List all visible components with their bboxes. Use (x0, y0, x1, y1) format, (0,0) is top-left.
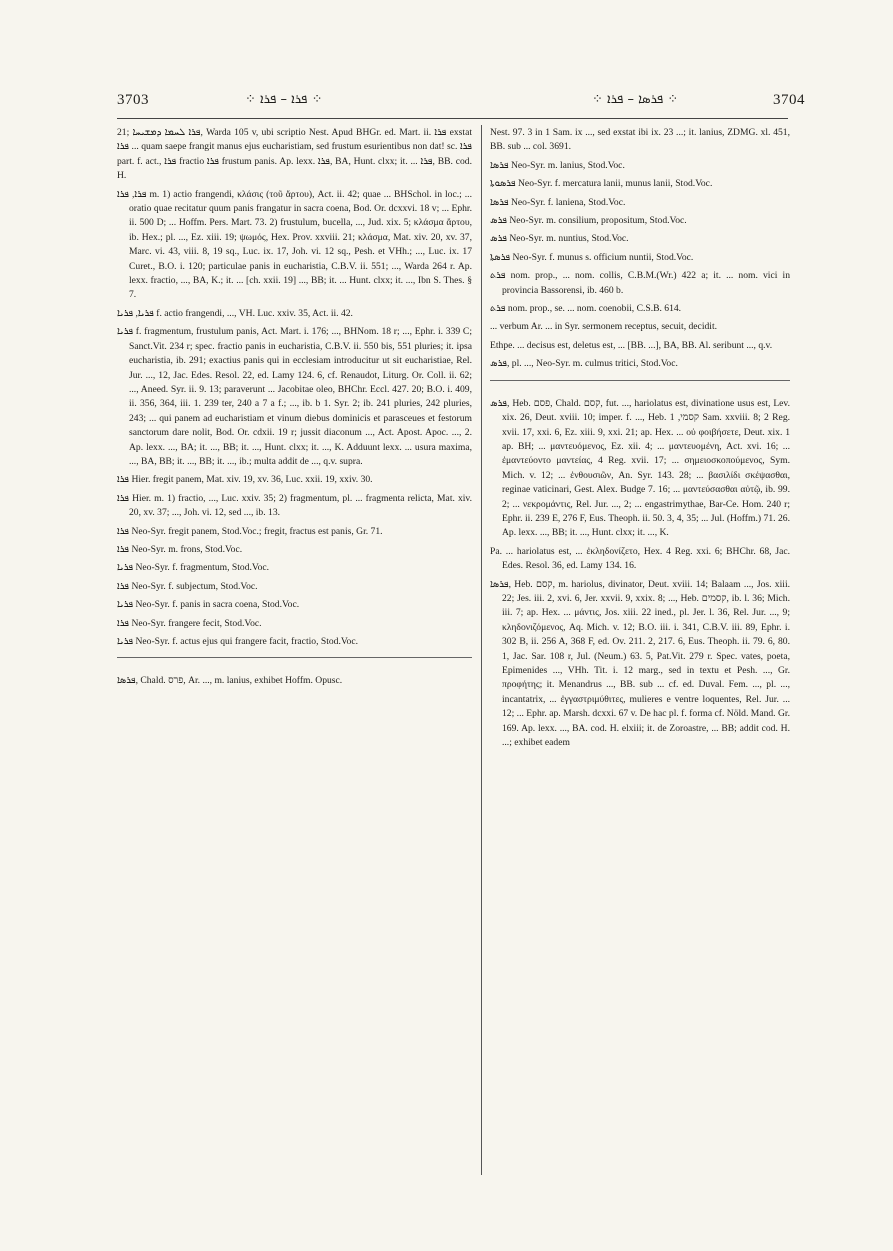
entry: ܦܪܐ Hier. m. 1) fractio, ..., Luc. xxiv. 35; 2) fragmentum, pl. ... fragmenta relicta, Mat. xiv. 20, xv. 37; ..., Joh. vi. 12, sed ..., ib. 13. (117, 492, 472, 519)
entry: Pa. ... hariolatus est, ... ἐκληδονίζετο, Hex. 4 Reg. xxi. 6; BHChr. 68, Jac. Edes. Resol. 36, ed. Lamy 134. 16. (490, 545, 790, 572)
entry: Nest. 97. 3 in 1 Sam. ix ..., sed exstat ibi ix. 23 ...; it. lanius, ZDMG. xl. 451, BB. sub ... col. 3691. (490, 127, 790, 153)
right-page-number: 3704 (773, 92, 805, 108)
entry: ܦܪܣ Neo-Syr. m. nuntius, Stod.Voc. (490, 233, 629, 245)
entry: ܦܪܬ nom. prop., se. ... nom. coenobii, C.S.B. 614. (490, 303, 682, 315)
entry: ܦܪܣ, Heb. פסם, Chald. קסם, fut. ..., hariolatus est, divinatione usus est, Lev. xix. 26, Deut. xviii. 10; imper. f. ..., Heb. קסמי, 1 Sam. xxviii. 8; 2 Reg. xvii. 17, xxi. 6, Ez. xiii. 9, xxi. 21; ap. Hex. ... οὐ φοιβήσετε, Deut. xix. 1 ap. BH; ... μαντευόμενος, Ez. xii. 4; ... μαντευομένη, Act. xvi. 16; ... ἐμαντεύοντο μαντείας, 4 Reg. xvii. 17; ... σημειοσκοπούμενος, Sym. Mich. v. 12; ... ἐνθουσιῶν, An. Syr. 143. 28; ... βασιλίδι σκέψασθαι, reginae vaticinari, Gest. Alex. Budge 7. 16; ... μαντεύσασθαι αὐτῷ, ib. 99. 2; ... νεκρομάντις, Rel. Jur. ..., 2; ... engastrimythae, Bar-Ce. Hom. 240 r; Ephr. ii. 239 E, 276 F, Eus. Theoph. ii. 50. 3, 4, 35; ... Jul. (Hoffm.) 71. 26. Ap. lexx. ..., BB; it. ..., Hunt. clxx; it. ..., K. (490, 397, 790, 539)
entry: ܦܪܣ Neo-Syr. m. consilium, propositum, Stod.Voc. (490, 215, 687, 227)
entry: ܦܪܐ Hier. fregit panem, Mat. xiv. 19, xv. 36, Luc. xxii. 19, xxiv. 30. (117, 474, 373, 486)
column-divider (481, 125, 482, 1175)
entry: ܦܪܝܐ, ܦܪܝܐ f. actio frangendi, ..., VH. Luc. xxiv. 35, Act. ii. 42. (117, 307, 353, 319)
left-page-number: 3703 (117, 92, 149, 108)
entry: ܦܪܣܘܬܐ Neo-Syr. f. mercatura lanii, munus lanii, Stod.Voc. (490, 178, 713, 190)
right-running-title: ⁘ ܦܪܣܐ – ܦܪܐ ⁘ (592, 92, 679, 107)
entry: ܦܪܝܐ Neo-Syr. f. fragmentum, Stod.Voc. (117, 562, 270, 574)
left-running-title: ⁘ ܦܪܐ – ܦܪܐ ⁘ (245, 92, 323, 107)
entry: ܦܪܣܐ Neo-Syr. m. lanius, Stod.Voc. (490, 159, 625, 171)
entry: ܦܪܐ Neo-Syr. f. subjectum, Stod.Voc. (117, 580, 258, 592)
header-rule (117, 118, 788, 119)
section-rule (117, 657, 472, 668)
entry: ܦܪܣܬܐ Neo-Syr. f. munus s. officium nuntii, Stod.Voc. (490, 251, 694, 263)
entry: ܦܪܐ Neo-Syr. fregit panem, Stod.Voc.; fregit, fractus est panis, Gr. 71. (117, 525, 383, 537)
entry: ܦܪܝܐ f. fragmentum, frustulum panis, Act. Mart. i. 176; ..., BHNom. 18 r; ..., Ephr. i. 339 C; Sanct.Vit. 234 r; spec. fractio panis in eucharistia, C.B.V. ii. 550 bis, 551 pluries; it. ipsa eucharistia, ib. 291; exactius panis qui in ecclesiam introducitur ut sit eucharistiae, Rel. Jur. ..., 12, Jac. Edes. Resol. 22, ed. Lamy 124. 6, cf. Renaudot, Liturg. Or. Coll. ii. 62; ..., Aneed. Syr. ii. 9. 13; paraverunt ... Jacobitae oleo, BHChr. Eccl. 427. 20; B.O. i. 409, ii. 356, 364, iii. 1. 239 ter, 240 a 7 a f.; ..., ib. b 1. Syr. 2; ib. 241 pluries, 242 pluries, 243; ... qui panem ad eucharistiam et vinum diebus dominicis et parasceues et festorum sanctorum dare nolit, Bod. Or. cdxii. 19 r; jussit diaconum ..., Act. Apost. Apoc. ..., 2. Ap. lexx. ..., BA; it. ..., BB; it. ..., Hunt. clxx; it. ..., K. Adduunt lexx. ... usura maxima, ..., BA, BB; it. ..., BB; it. ..., ib.; multa addit de ..., q.v. supra. (117, 326, 472, 467)
entry: ܦܪܣ, pl. ..., Neo-Syr. m. culmus tritici, Stod.Voc. (490, 358, 678, 370)
entry: ܦܪܣܐ Neo-Syr. f. laniena, Stod.Voc. (490, 196, 626, 208)
entry: 21; ܦܪܐ ܠܚܡܐ ܕܡܫܝܚܐ, Warda 105 v, ubi scriptio Nest. Apud BHGr. ed. Mart. ii. ܦܪܐ exstat ܦܪܐ ... quam saepe frangit manus ejus eucharistiam, sed frustum esurientibus non dat! sc. ܦܪܐ part. f. act., ܦܪܐ fractio ܦܪܐ frustum panis. Ap. lexx. ܦܪܐ, BA, Hunt. clxx; it. ... ܦܪܐ, BB. cod. H. (117, 127, 472, 182)
entry: Ethpe. ... decisus est, deletus est, ... [BB. ...], BA, BB. Al. seribunt ..., q.v. (490, 339, 773, 351)
entry: ܦܪܐ Neo-Syr. frangere fecit, Stod.Voc. (117, 617, 262, 629)
entry: ܦܪܣܐ, Heb. קסם, m. hariolus, divinator, Deut. xviii. 14; Balaam ..., Jos. xiii. 22; Jes. iii. 2, xvi. 6, Jer. xxvii. 9, xxix. 8; ..., Heb. קסמים, ib. l. 36; Mich. iii. 7; ap. Hex. ... μάντις, Jos. xiii. 22 ined., pl. Jer. l. 36, Rel. Jur. ..., 9; κληδονιζόμενος, Aq. Mich. v. 12; B.O. iii. i. 341, C.B.V. iii. 89, Ephr. i. 302 B, ii. 256 A, 368 F, ed. Ov. 211. 2, 217. 6, Eus. Theoph. ii. 79. 6, 80. 1, Jac. Sar. 108 r, Jul. (Neum.) 63. 5, Pat.Vit. 279 r. Spec. vates, poeta, Epimenides ..., VHh. Tit. i. 12 marg., sed in textu et Pesh. ..., Gr. προφήτης; it. Menandrus ..., BB. sub ... cf. ed. Duval. Fem. ..., pl. ..., incantatrix, ... ἐγγαστριμύθιτες, mulieres e ventre loquentes, Rel. Jur. ... 12; ... Ephr. ap. Marsh. dcxxi. 67 v. De hac pl. f. forma cf. Nöld. Mand. Gr. 169. Ap. lexx. ..., BA. cod. H. elxiii; it. de Zoroastre, ... BB; addit cod. H. ...; exhibet eadem (490, 578, 790, 749)
entry: ܦܪܬ nom. prop., ... nom. collis, C.B.M.(Wr.) 422 a; it. ... nom. vici in provincia Bassorensi, ib. 460 b. (490, 270, 790, 296)
entry: ܦܪܝܐ Neo-Syr. f. panis in sacra coena, Stod.Voc. (117, 599, 300, 611)
section-rule (490, 380, 790, 391)
entry: ܦܪܐ, ܦܪܐ m. 1) actio frangendi, κλάσις (τοῦ ἄρτου), Act. ii. 42; quae ... BHSchol. in loc.; ... oratio quae recitatur quum panis frangatur in sacra coena, Bod. Or. dcxxvi. 18 v; ... Ephr. ii. 500 D; ... Hoffm. Pers. Mart. 73. 2) frustulum, bucella, ..., Jud. xix. 5; κλάσμα ἄρτου, ib. Hex.; pl. ..., Ez. xiii. 19; ψωμός, Hex. Prov. xxviii. 21; κλάσμα, Mat. xiv. 20, xv. 37, Marc. vi. 43, viii. 8, 19 sq., Luc. ix. 17, Joh. vi. 12 sq., Pesh. et VHh.; ..., Luc. ix. 17 Curet., B.O. i. 120; particulae panis in eucharistia, C.B.V. ii. 551; ..., Warda 264 r. Ap. lexx. fractio, ..., BA, K.; it. ... [ch. xxii. 19] ..., BB; it. ... Hunt. clxx; it. ..., Ibn S. Thes. § 7. (117, 188, 472, 301)
entry: ܦܪܐ Neo-Syr. m. frons, Stod.Voc. (117, 543, 243, 555)
right-column (490, 126, 790, 1176)
left-column (117, 126, 472, 1176)
entry: ... verbum Ar. ... in Syr. sermonem receptus, secuit, decidit. (490, 321, 718, 333)
entry: ܦܪܣܐ, Chald. פרס, Ar. ..., m. lanius, exhibet Hoffm. Opusc. (117, 675, 343, 687)
entry: ܦܪܝܐ Neo-Syr. f. actus ejus qui frangere facit, fractio, Stod.Voc. (117, 636, 359, 647)
